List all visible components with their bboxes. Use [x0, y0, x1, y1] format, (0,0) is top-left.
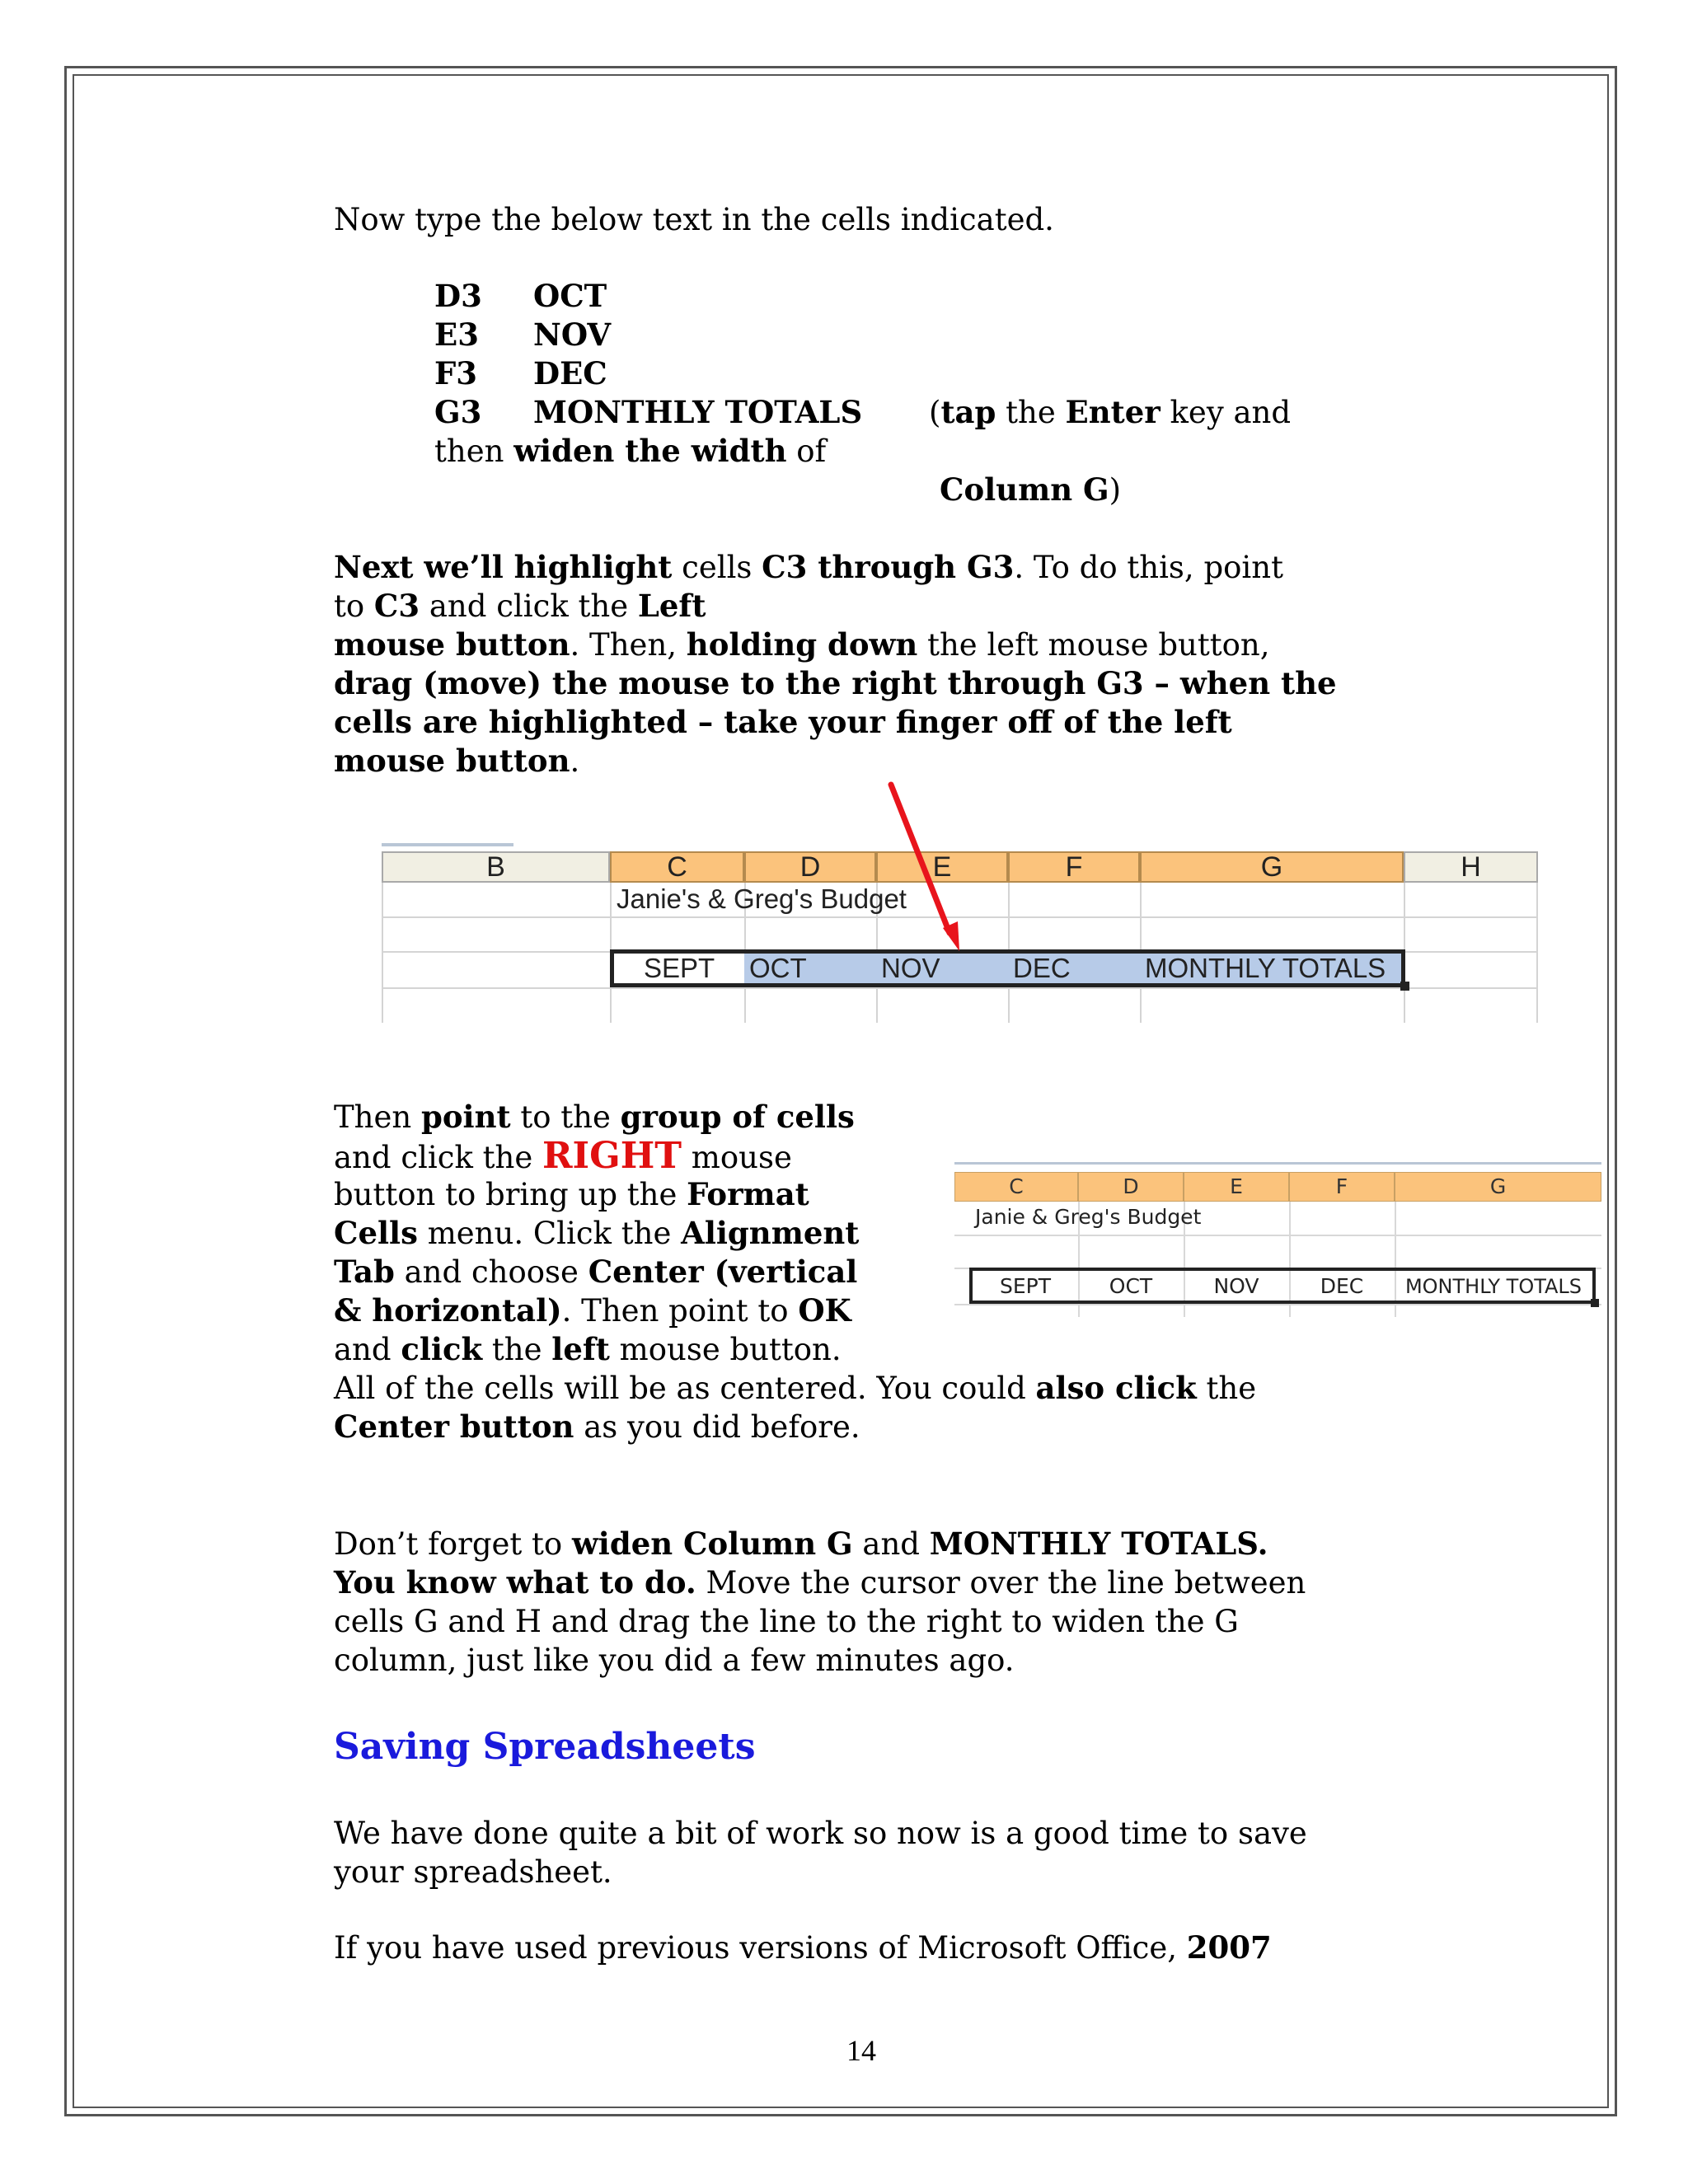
sheet2-top-edge: [954, 1162, 1601, 1165]
point-para-line5: Tab and choose Center (vertical: [334, 1254, 858, 1290]
highlight-para-line4: drag (move) the mouse to the right through G3 – when the: [334, 665, 1337, 701]
sheet1-grid: [382, 987, 1538, 989]
page-border-inner: [73, 74, 1609, 2108]
sheet2-cell-oct: OCT: [1109, 1274, 1153, 1298]
entry-cell-d3: D3: [434, 278, 482, 314]
widen-para-line1: Don’t forget to widen Column G and MONTHLY TOTALS.: [334, 1526, 1268, 1562]
sheet1-col-header-f: F: [1008, 851, 1140, 883]
highlight-para-line6: mouse button.: [334, 743, 580, 779]
sheet2-col-header-e: E: [1184, 1172, 1289, 1202]
save-para-line2: your spreadsheet.: [334, 1854, 612, 1890]
intro-text: Now type the below text in the cells indicated.: [334, 202, 1054, 237]
sheet2-col-header-g: G: [1395, 1172, 1601, 1202]
sheet2-cell-dec: DEC: [1320, 1274, 1364, 1298]
entry-value-nov: NOV: [533, 316, 612, 353]
sheet1-cell-nov: NOV: [881, 953, 940, 983]
point-para-line9: Center button as you did before.: [334, 1408, 860, 1445]
highlight-para-line2: to C3 and click the Left: [334, 588, 706, 624]
spreadsheet-screenshot-2: [954, 1162, 1601, 1327]
sheet1-col-header-b: B: [382, 851, 610, 883]
entry-value-monthly-totals: MONTHLY TOTALS: [533, 394, 863, 430]
highlight-para-line5: cells are highlighted – take your finger off of the left: [334, 704, 1232, 740]
red-arrow-icon: [874, 775, 973, 956]
sheet2-grid: [954, 1235, 1601, 1236]
point-para-line7: and click the left mouse button.: [334, 1331, 842, 1367]
g3-note-line1: (tap the Enter key and: [929, 394, 1292, 430]
point-para-line2: and click the RIGHT mouse: [334, 1135, 792, 1177]
point-para-line3: button to bring up the Format: [334, 1176, 809, 1212]
sheet1-col-header-c: C: [610, 851, 744, 883]
point-para-line4: Cells menu. Click the Alignment: [334, 1215, 860, 1251]
g3-note-line2: then widen the width of: [434, 433, 827, 469]
widen-para-line3: cells G and H and drag the line to the right to widen the G: [334, 1604, 1239, 1639]
sheet1-col-header-d: D: [744, 851, 876, 883]
sheet2-cell-monthly-totals: MONTHLY TOTALS: [1404, 1275, 1582, 1298]
sheet1-top-edge: [382, 843, 513, 846]
sheet2-cell-nov: NOV: [1213, 1274, 1259, 1298]
page-number: 14: [846, 2034, 876, 2067]
sheet1-col-header-h: H: [1404, 851, 1538, 883]
sheet1-grid: [382, 883, 383, 1023]
sheet2-cell-sept: SEPT: [999, 1274, 1051, 1298]
point-para-line8: All of the cells will be as centered. You could also click the: [334, 1370, 1257, 1406]
sheet1-cell-dec: DEC: [1013, 953, 1071, 983]
sheet2-col-header-d: D: [1078, 1172, 1184, 1202]
point-para-line6: & horizontal). Then point to OK: [334, 1292, 851, 1329]
sheet1-cell-sept: SEPT: [644, 953, 715, 983]
highlight-para-line3: mouse button. Then, holding down the left mouse button,: [334, 626, 1270, 663]
sheet1-cell-monthly-totals: MONTHLY TOTALS: [1145, 953, 1386, 983]
section-heading: Saving Spreadsheets: [334, 1726, 756, 1768]
g3-note-line3: Column G): [940, 471, 1122, 508]
sheet1-cell-oct: OCT: [749, 953, 807, 983]
entry-value-dec: DEC: [533, 355, 607, 391]
widen-para-line2: You know what to do. Move the cursor over the line between: [334, 1564, 1306, 1601]
entry-cell-f3: F3: [434, 355, 478, 391]
sheet1-fill-handle: [1400, 982, 1409, 991]
entry-value-oct: OCT: [533, 278, 607, 314]
sheet1-col-header-e: E: [876, 851, 1008, 883]
point-para-line1: Then point to the group of cells: [334, 1099, 855, 1135]
widen-para-line4: column, just like you did a few minutes ago.: [334, 1643, 1015, 1678]
sheet2-col-header-c: C: [954, 1172, 1078, 1202]
sheet1-col-header-g: G: [1140, 851, 1404, 883]
highlight-para-line1: Next we’ll highlight cells C3 through G3. To do this, point: [334, 549, 1283, 585]
save-para-line1: We have done quite a bit of work so now is a good time to save: [334, 1816, 1307, 1851]
entry-cell-g3: G3: [434, 394, 482, 430]
prev-para-line1: If you have used previous versions of Microsoft Office, 2007: [334, 1929, 1272, 1966]
sheet2-title-cell: Janie & Greg's Budget: [975, 1205, 1202, 1229]
sheet2-grid: [954, 1304, 1601, 1305]
sheet1-grid: [1536, 883, 1538, 1023]
sheet1-title-cell: Janie's & Greg's Budget: [617, 883, 907, 914]
sheet2-col-header-f: F: [1289, 1172, 1395, 1202]
entry-cell-e3: E3: [434, 316, 479, 353]
